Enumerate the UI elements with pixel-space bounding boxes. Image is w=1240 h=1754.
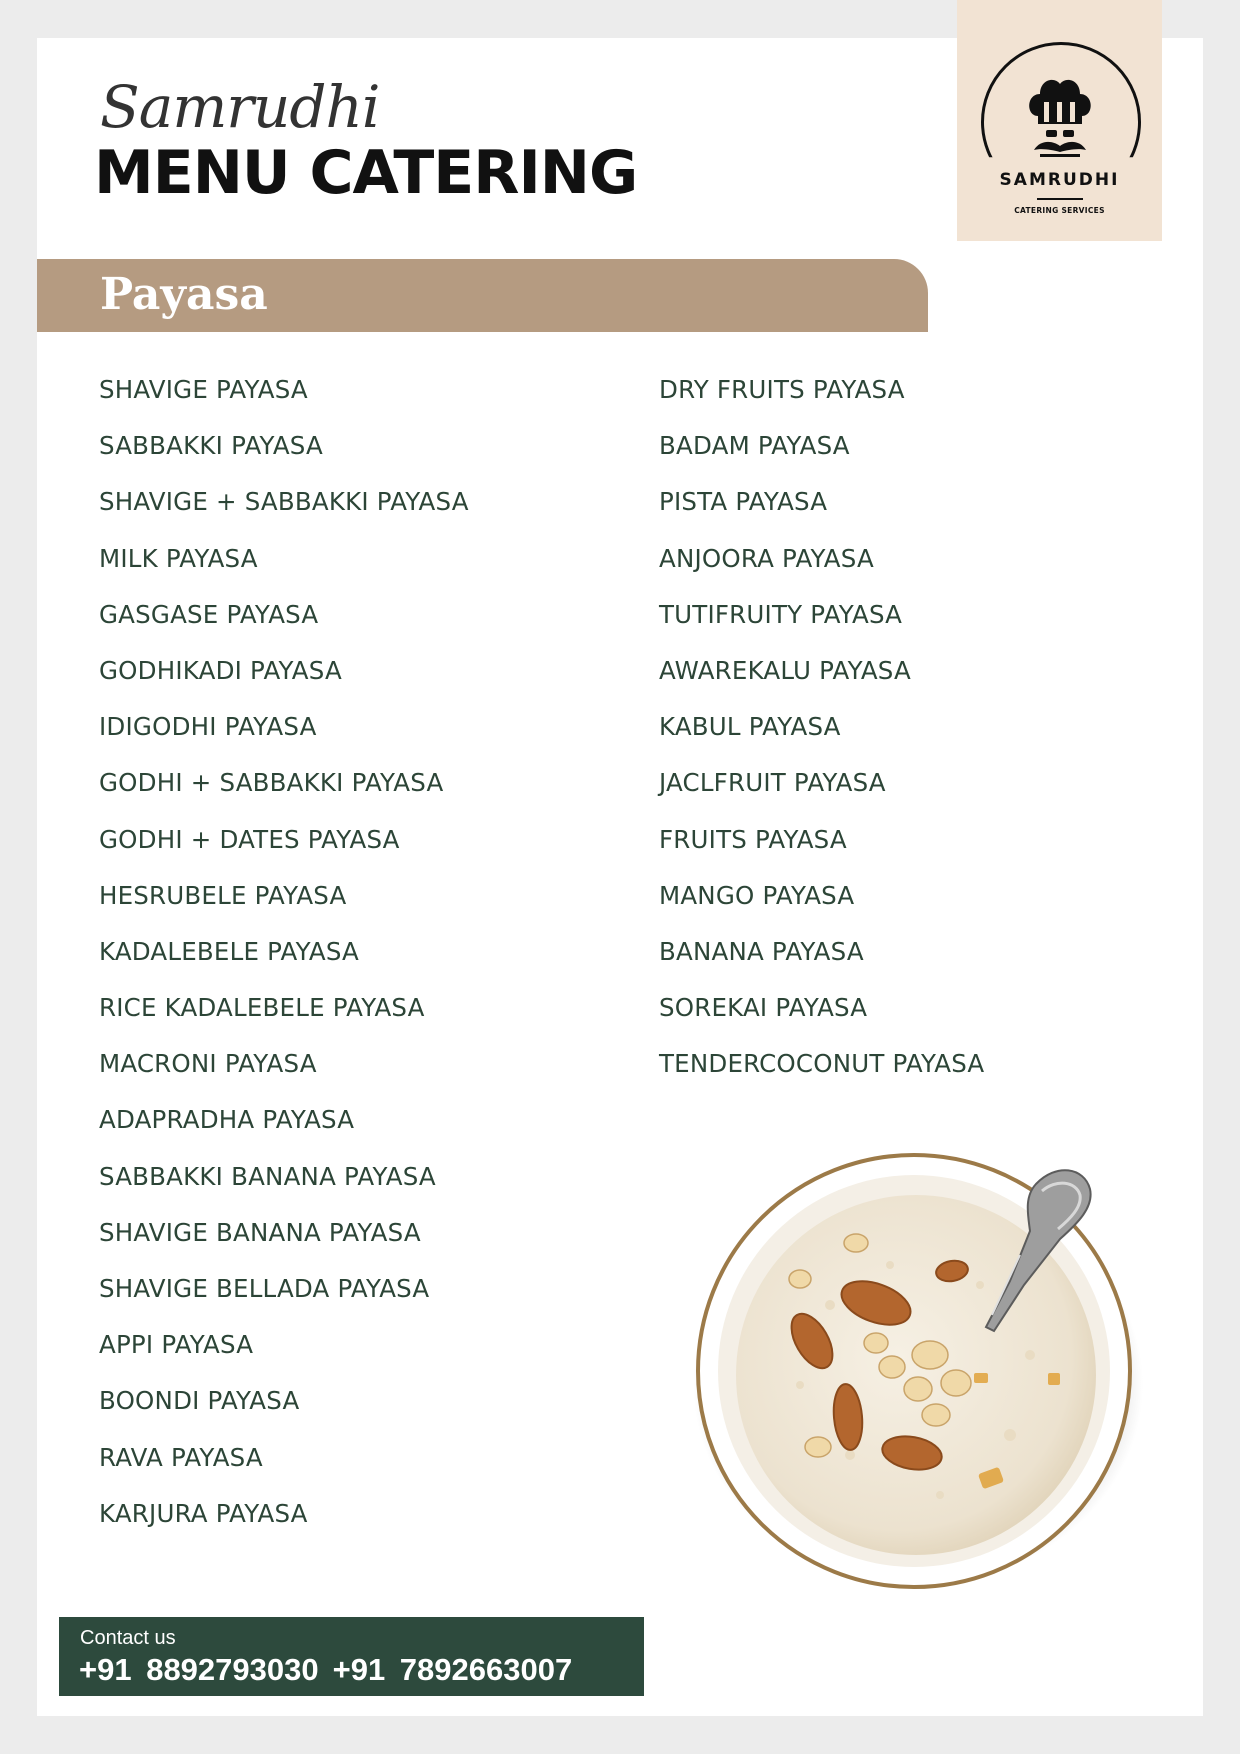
chef-hat-mustache-icon: [1024, 72, 1096, 162]
menu-list-left: [99, 373, 469, 1553]
contact-box: [59, 1617, 644, 1696]
menu-item: TENDERCOCONUT PAYASA: [659, 1049, 985, 1079]
menu-item: KABUL PAYASA: [659, 712, 841, 742]
menu-item: GODHI + DATES PAYASA: [99, 824, 400, 854]
menu-item: ADAPRADHA PAYASA: [99, 1105, 355, 1135]
menu-item: KADALEBELE PAYASA: [99, 936, 359, 966]
menu-item: PISTA PAYASA: [659, 487, 828, 517]
menu-item: BOONDI PAYASA: [99, 1386, 300, 1416]
menu-item: SOREKAI PAYASA: [659, 993, 868, 1023]
menu-item: FRUITS PAYASA: [659, 824, 847, 854]
logo-tagline: CATERING SERVICES: [1014, 206, 1105, 215]
menu-item: KARJURA PAYASA: [99, 1498, 308, 1528]
menu-item: SHAVIGE BELLADA PAYASA: [99, 1274, 430, 1303]
menu-item: RAVA PAYASA: [99, 1442, 263, 1472]
menu-item: IDIGODHI PAYASA: [99, 712, 317, 742]
menu-item: BANANA PAYASA: [659, 936, 864, 966]
menu-item: AWAREKALU PAYASA: [659, 655, 911, 685]
menu-item: GODHIKADI PAYASA: [99, 655, 342, 685]
contact-phones: [79, 1652, 572, 1688]
menu-item: HESRUBELE PAYASA: [99, 880, 347, 910]
menu-item: MILK PAYASA: [99, 543, 258, 573]
menu-item: MANGO PAYASA: [659, 880, 855, 910]
menu-item: TUTIFRUITY PAYASA: [659, 599, 903, 629]
page-title: MENU CATERING: [94, 138, 638, 208]
menu-item: GASGASE PAYASA: [99, 599, 319, 629]
menu-item: MACRONI PAYASA: [99, 1049, 317, 1079]
menu-item: GODHI + SABBAKKI PAYASA: [99, 768, 444, 798]
brand-script-name: Samrudhi: [100, 73, 380, 141]
menu-item: SHAVIGE BANANA PAYASA: [99, 1217, 421, 1247]
section-title: Payasa: [100, 269, 268, 320]
phone-number-1[interactable]: +91 8892793030: [79, 1652, 319, 1687]
menu-item: SHAVIGE PAYASA: [99, 375, 308, 404]
logo-name: SAMRUDHI: [999, 170, 1120, 190]
menu-item: DRY FRUITS PAYASA: [659, 375, 905, 404]
payasa-bowl-image: [680, 1135, 1150, 1595]
menu-item: ANJOORA PAYASA: [659, 543, 874, 573]
menu-item: JACLFRUIT PAYASA: [659, 768, 886, 798]
menu-item: RICE KADALEBELE PAYASA: [99, 993, 425, 1023]
menu-list-right: [659, 373, 984, 1103]
menu-item: SABBAKKI BANANA PAYASA: [99, 1161, 436, 1191]
logo-divider: [1037, 198, 1083, 200]
logo: [957, 0, 1162, 241]
phone-number-2[interactable]: +91 7892663007: [332, 1652, 573, 1687]
menu-item: SHAVIGE + SABBAKKI PAYASA: [99, 487, 469, 517]
menu-item: BADAM PAYASA: [659, 431, 850, 461]
menu-item: APPI PAYASA: [99, 1330, 254, 1360]
menu-item: SABBAKKI PAYASA: [99, 431, 323, 461]
contact-label: Contact us: [80, 1627, 176, 1649]
